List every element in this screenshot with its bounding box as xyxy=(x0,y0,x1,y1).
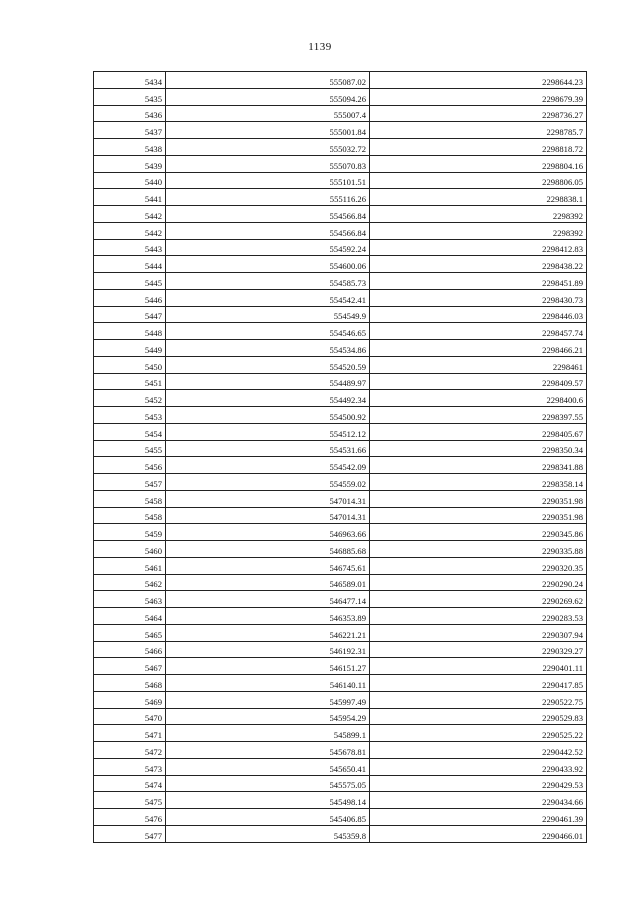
y-coordinate-cell: 2290269.62 xyxy=(370,591,587,608)
table-row xyxy=(94,256,587,273)
x-coordinate-cell: 554542.09 xyxy=(166,457,370,474)
point-number-cell: 5472 xyxy=(94,742,166,759)
y-coordinate-cell: 2290290.24 xyxy=(370,574,587,591)
table-row xyxy=(94,725,587,742)
table-row xyxy=(94,323,587,340)
y-coordinate-cell: 2298397.55 xyxy=(370,407,587,424)
x-coordinate-cell: 554489.97 xyxy=(166,373,370,390)
table-row xyxy=(94,88,587,105)
table-row xyxy=(94,708,587,725)
point-number-cell: 5475 xyxy=(94,792,166,809)
y-coordinate-cell: 2290529.83 xyxy=(370,708,587,725)
point-number-cell: 5440 xyxy=(94,172,166,189)
table-row xyxy=(94,591,587,608)
y-coordinate-cell: 2298451.89 xyxy=(370,273,587,290)
x-coordinate-cell: 555087.02 xyxy=(166,72,370,89)
x-coordinate-cell: 545899.1 xyxy=(166,725,370,742)
table-row xyxy=(94,440,587,457)
y-coordinate-cell: 2298838.1 xyxy=(370,189,587,206)
table-row xyxy=(94,222,587,239)
table-row xyxy=(94,541,587,558)
x-coordinate-cell: 554559.02 xyxy=(166,474,370,491)
point-number-cell: 5464 xyxy=(94,608,166,625)
point-number-cell: 5459 xyxy=(94,524,166,541)
x-coordinate-cell: 555001.84 xyxy=(166,122,370,139)
y-coordinate-cell: 2298446.03 xyxy=(370,306,587,323)
y-coordinate-cell: 2290433.92 xyxy=(370,758,587,775)
point-number-cell: 5468 xyxy=(94,675,166,692)
point-number-cell: 5442 xyxy=(94,206,166,223)
table-row xyxy=(94,691,587,708)
point-number-cell: 5463 xyxy=(94,591,166,608)
x-coordinate-cell: 554500.92 xyxy=(166,407,370,424)
point-number-cell: 5442 xyxy=(94,222,166,239)
point-number-cell: 5450 xyxy=(94,356,166,373)
x-coordinate-cell: 554542.41 xyxy=(166,289,370,306)
point-number-cell: 5451 xyxy=(94,373,166,390)
table-row xyxy=(94,72,587,89)
y-coordinate-cell: 2290351.98 xyxy=(370,507,587,524)
x-coordinate-cell: 546885.68 xyxy=(166,541,370,558)
point-number-cell: 5467 xyxy=(94,658,166,675)
x-coordinate-cell: 554566.84 xyxy=(166,206,370,223)
point-number-cell: 5460 xyxy=(94,541,166,558)
x-coordinate-cell: 547014.31 xyxy=(166,507,370,524)
point-number-cell: 5456 xyxy=(94,457,166,474)
x-coordinate-cell: 545406.85 xyxy=(166,809,370,826)
y-coordinate-cell: 2298405.67 xyxy=(370,423,587,440)
table-row xyxy=(94,239,587,256)
table-row xyxy=(94,105,587,122)
y-coordinate-cell: 2290442.52 xyxy=(370,742,587,759)
y-coordinate-cell: 2290417.85 xyxy=(370,675,587,692)
table-row xyxy=(94,758,587,775)
point-number-cell: 5445 xyxy=(94,273,166,290)
table-row xyxy=(94,189,587,206)
x-coordinate-cell: 554534.86 xyxy=(166,340,370,357)
table-row xyxy=(94,557,587,574)
table-row xyxy=(94,172,587,189)
point-number-cell: 5462 xyxy=(94,574,166,591)
point-number-cell: 5443 xyxy=(94,239,166,256)
table-row xyxy=(94,306,587,323)
y-coordinate-cell: 2290320.35 xyxy=(370,557,587,574)
point-number-cell: 5476 xyxy=(94,809,166,826)
point-number-cell: 5436 xyxy=(94,105,166,122)
y-coordinate-cell: 2298392 xyxy=(370,222,587,239)
x-coordinate-cell: 545678.81 xyxy=(166,742,370,759)
x-coordinate-cell: 554492.34 xyxy=(166,390,370,407)
y-coordinate-cell: 2298804.16 xyxy=(370,155,587,172)
point-number-cell: 5473 xyxy=(94,758,166,775)
y-coordinate-cell: 2290335.88 xyxy=(370,541,587,558)
x-coordinate-cell: 545954.29 xyxy=(166,708,370,725)
x-coordinate-cell: 545359.8 xyxy=(166,825,370,842)
x-coordinate-cell: 546140.11 xyxy=(166,675,370,692)
point-number-cell: 5444 xyxy=(94,256,166,273)
y-coordinate-cell: 2298438.22 xyxy=(370,256,587,273)
y-coordinate-cell: 2298409.57 xyxy=(370,373,587,390)
x-coordinate-cell: 547014.31 xyxy=(166,490,370,507)
x-coordinate-cell: 554520.59 xyxy=(166,356,370,373)
table-row xyxy=(94,474,587,491)
y-coordinate-cell: 2290351.98 xyxy=(370,490,587,507)
table-row xyxy=(94,574,587,591)
table-row xyxy=(94,122,587,139)
point-number-cell: 5437 xyxy=(94,122,166,139)
x-coordinate-cell: 545498.14 xyxy=(166,792,370,809)
y-coordinate-cell: 2290307.94 xyxy=(370,624,587,641)
point-number-cell: 5470 xyxy=(94,708,166,725)
table-row xyxy=(94,273,587,290)
table-row xyxy=(94,155,587,172)
y-coordinate-cell: 2290345.86 xyxy=(370,524,587,541)
x-coordinate-cell: 546353.89 xyxy=(166,608,370,625)
table-row xyxy=(94,373,587,390)
x-coordinate-cell: 555070.83 xyxy=(166,155,370,172)
y-coordinate-cell: 2290466.01 xyxy=(370,825,587,842)
y-coordinate-cell: 2298392 xyxy=(370,206,587,223)
x-coordinate-cell: 545650.41 xyxy=(166,758,370,775)
table-row xyxy=(94,390,587,407)
x-coordinate-cell: 546221.21 xyxy=(166,624,370,641)
x-coordinate-cell: 554600.06 xyxy=(166,256,370,273)
x-coordinate-cell: 554549.9 xyxy=(166,306,370,323)
coordinates-table xyxy=(93,71,587,843)
point-number-cell: 5455 xyxy=(94,440,166,457)
table-row xyxy=(94,139,587,156)
point-number-cell: 5438 xyxy=(94,139,166,156)
y-coordinate-cell: 2290429.53 xyxy=(370,775,587,792)
point-number-cell: 5461 xyxy=(94,557,166,574)
y-coordinate-cell: 2298412.83 xyxy=(370,239,587,256)
y-coordinate-cell: 2298457.74 xyxy=(370,323,587,340)
point-number-cell: 5465 xyxy=(94,624,166,641)
point-number-cell: 5477 xyxy=(94,825,166,842)
y-coordinate-cell: 2298400.6 xyxy=(370,390,587,407)
y-coordinate-cell: 2298466.21 xyxy=(370,340,587,357)
x-coordinate-cell: 554512.12 xyxy=(166,423,370,440)
x-coordinate-cell: 555094.26 xyxy=(166,88,370,105)
table-row xyxy=(94,608,587,625)
y-coordinate-cell: 2290401.11 xyxy=(370,658,587,675)
point-number-cell: 5454 xyxy=(94,423,166,440)
x-coordinate-cell: 545575.05 xyxy=(166,775,370,792)
table-row xyxy=(94,792,587,809)
y-coordinate-cell: 2298785.7 xyxy=(370,122,587,139)
point-number-cell: 5474 xyxy=(94,775,166,792)
point-number-cell: 5466 xyxy=(94,641,166,658)
y-coordinate-cell: 2298350.34 xyxy=(370,440,587,457)
y-coordinate-cell: 2290434.66 xyxy=(370,792,587,809)
table-row xyxy=(94,809,587,826)
point-number-cell: 5471 xyxy=(94,725,166,742)
x-coordinate-cell: 546151.27 xyxy=(166,658,370,675)
page-number: 1139 xyxy=(308,41,332,53)
point-number-cell: 5434 xyxy=(94,72,166,89)
table-row xyxy=(94,457,587,474)
point-number-cell: 5457 xyxy=(94,474,166,491)
x-coordinate-cell: 555032.72 xyxy=(166,139,370,156)
y-coordinate-cell: 2298644.23 xyxy=(370,72,587,89)
table-row xyxy=(94,524,587,541)
table-row xyxy=(94,423,587,440)
point-number-cell: 5449 xyxy=(94,340,166,357)
x-coordinate-cell: 554566.84 xyxy=(166,222,370,239)
table-row xyxy=(94,624,587,641)
point-number-cell: 5453 xyxy=(94,407,166,424)
x-coordinate-cell: 554531.66 xyxy=(166,440,370,457)
point-number-cell: 5435 xyxy=(94,88,166,105)
x-coordinate-cell: 546477.14 xyxy=(166,591,370,608)
coordinates-table-body xyxy=(94,72,587,843)
x-coordinate-cell: 545997.49 xyxy=(166,691,370,708)
x-coordinate-cell: 555101.51 xyxy=(166,172,370,189)
point-number-cell: 5458 xyxy=(94,490,166,507)
y-coordinate-cell: 2298736.27 xyxy=(370,105,587,122)
point-number-cell: 5458 xyxy=(94,507,166,524)
x-coordinate-cell: 554585.73 xyxy=(166,273,370,290)
x-coordinate-cell: 555007.4 xyxy=(166,105,370,122)
point-number-cell: 5448 xyxy=(94,323,166,340)
y-coordinate-cell: 2298806.05 xyxy=(370,172,587,189)
point-number-cell: 5439 xyxy=(94,155,166,172)
y-coordinate-cell: 2298358.14 xyxy=(370,474,587,491)
table-row xyxy=(94,675,587,692)
y-coordinate-cell: 2298679.39 xyxy=(370,88,587,105)
x-coordinate-cell: 546589.01 xyxy=(166,574,370,591)
x-coordinate-cell: 554592.24 xyxy=(166,239,370,256)
y-coordinate-cell: 2290283.53 xyxy=(370,608,587,625)
point-number-cell: 5469 xyxy=(94,691,166,708)
table-row xyxy=(94,340,587,357)
y-coordinate-cell: 2298430.73 xyxy=(370,289,587,306)
table-row xyxy=(94,490,587,507)
y-coordinate-cell: 2290525.22 xyxy=(370,725,587,742)
table-row xyxy=(94,775,587,792)
y-coordinate-cell: 2290329.27 xyxy=(370,641,587,658)
y-coordinate-cell: 2298818.72 xyxy=(370,139,587,156)
x-coordinate-cell: 555116.26 xyxy=(166,189,370,206)
y-coordinate-cell: 2298461 xyxy=(370,356,587,373)
x-coordinate-cell: 546963.66 xyxy=(166,524,370,541)
point-number-cell: 5441 xyxy=(94,189,166,206)
x-coordinate-cell: 554546.65 xyxy=(166,323,370,340)
y-coordinate-cell: 2290461.39 xyxy=(370,809,587,826)
table-row xyxy=(94,507,587,524)
point-number-cell: 5446 xyxy=(94,289,166,306)
table-row xyxy=(94,407,587,424)
y-coordinate-cell: 2290522.75 xyxy=(370,691,587,708)
point-number-cell: 5452 xyxy=(94,390,166,407)
table-row xyxy=(94,356,587,373)
point-number-cell: 5447 xyxy=(94,306,166,323)
x-coordinate-cell: 546192.31 xyxy=(166,641,370,658)
table-row xyxy=(94,658,587,675)
table-row xyxy=(94,825,587,842)
table-row xyxy=(94,206,587,223)
table-row xyxy=(94,742,587,759)
table-row xyxy=(94,289,587,306)
y-coordinate-cell: 2298341.88 xyxy=(370,457,587,474)
table-row xyxy=(94,641,587,658)
x-coordinate-cell: 546745.61 xyxy=(166,557,370,574)
